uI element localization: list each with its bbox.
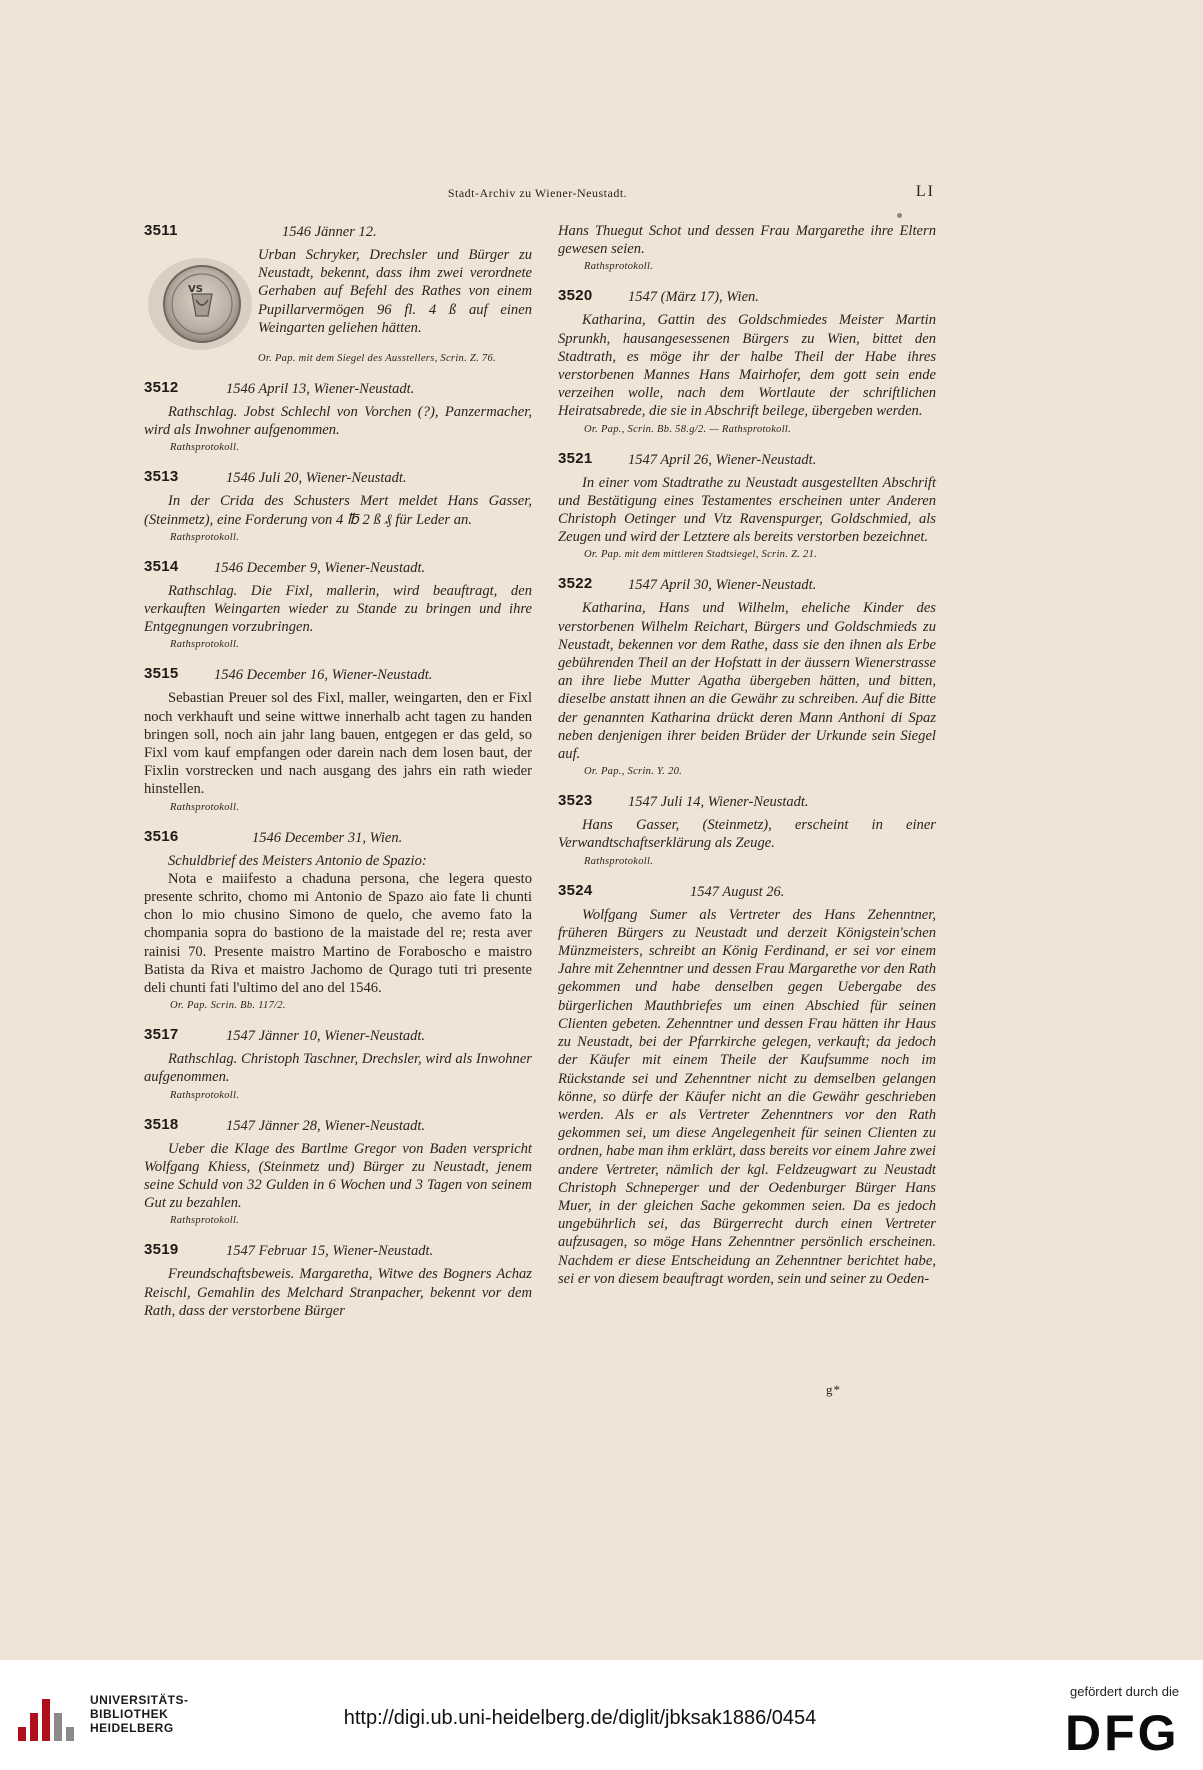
entry-number: 3523 [558, 792, 593, 810]
entry-3523 [558, 792, 936, 868]
entry-number: 3512 [144, 379, 179, 396]
entry-source: Rathsprotokoll. [170, 1089, 240, 1101]
running-title: Stadt-Archiv zu Wiener-Neustadt. [447, 186, 628, 200]
entry-3518 [144, 1116, 532, 1229]
university-line: BIBLIOTHEK [90, 1707, 169, 1721]
entry-number: 3516 [144, 827, 179, 845]
entry-source: Rathsprotokoll. [170, 801, 240, 813]
signature-mark: g* [826, 1382, 841, 1397]
entry-body: Hans Gasser, (Steinmetz), erscheint in einer Verwandtschaftserklärung als Zeuge. [558, 817, 936, 852]
university-name[interactable] [90, 1693, 189, 1735]
entry-source: Rathsprotokoll. [170, 639, 240, 651]
entry-3520 [558, 287, 936, 436]
entry-number: 3521 [558, 449, 593, 467]
entry-header [144, 1026, 532, 1048]
entry-number: 3519 [144, 1241, 179, 1259]
entry-date: 1546 December 31, Wien. [252, 829, 403, 846]
university-logo-icon[interactable] [12, 1687, 82, 1747]
entry-source: Rathsprotokoll. [170, 531, 240, 543]
entry-date: 1547 Jänner 10, Wiener-Neustadt. [226, 1028, 426, 1045]
seal-icon [144, 250, 256, 362]
entry-source: Rathsprotokoll. [170, 442, 240, 454]
entry-header [558, 792, 936, 814]
entry-body: Urban Schryker, Drechsler und Bürger zu Neustadt, bekennt, dass ihm zwei verordnete Gerhaben auf Befehl des Rathes von einem Pupillarvermögen 96 fl. 4 ß auf einen Weingarten geliehen hätten. [258, 247, 532, 336]
entry-date: 1546 Juli 20, Wiener-Neustadt. [226, 470, 407, 487]
entry-3516 [144, 828, 532, 1014]
entry-date: 1547 Juli 14, Wiener-Neustadt. [628, 794, 809, 811]
permalink-url[interactable]: http://digi.ub.uni-heidelberg.de/diglit/jbksak1886/0454 [343, 1707, 817, 1729]
entry-body: In der Crida des Schusters Mert meldet Hans Gasser, (Steinmetz), eine Forderung von 4 ℔ 2 ß ₰ für Leder an. [144, 493, 532, 528]
entry-date: 1546 December 9, Wiener-Neustadt. [214, 559, 426, 576]
entry-date: 1546 April 13, Wiener-Neustadt. [226, 381, 415, 397]
continuation-3519 [558, 222, 936, 274]
entry-date: 1547 April 30, Wiener-Neustadt. [628, 577, 817, 594]
entry-body: Ueber die Klage des Bartlme Gregor von Baden verspricht Wolfgang Khiess, (Steinmetz und) Bürger zu Neustadt, jenem seine Schuld von 32 Gulden in 6 Wochen und 3 Tagen von seinem Gut zu bezahlen. [144, 1140, 532, 1212]
entry-number: 3515 [144, 665, 179, 683]
entry-body: Katharina, Gattin des Goldschmiedes Meister Martin Sprunkh, hausangesessenen Bürgers zu Wien, bittet den Stadtrath, es möge ihr der halbe Theil der Habe ihres verstorbenen Mannes Hans Mairhofer, dem gott sein ende verzeihen wolle, nach dem Wortlaute der schriftlichen Heiratsabrede, die sie in Abschrift beilege, übergeben werden. [558, 312, 936, 420]
entry-body: Rathschlag. Christoph Taschner, Drechsler, wird als Inwohner aufgenommen. [144, 1051, 532, 1086]
entry-header [144, 222, 532, 244]
entry-3517 [144, 1026, 532, 1102]
entry-body: Rathschlag. Die Fixl, mallerin, wird beauftragt, den verkauften Weingarten wieder zu Stande zu bringen und ihre Entgegnungen vorzubringen. [144, 582, 532, 636]
entry-body: Sebastian Preuer sol des Fixl, maller, weingarten, den er Fixl noch verkhauft und seine wittwe innerhalb acht tagen zu handen bringen soll, noch ain jahr lang bauen, entgegen er das geld, so Fixl vom kauf empfangen oder darein nach dem losen baut, der Fixlin vorstrecken und nach ausgang des jahrs ein rath wieder hinstellen. [144, 690, 532, 798]
entry-body: Wolfgang Sumer als Vertreter des Hans Zehenntner, früheren Bürgers zu Neustadt und derzeit Königstein'schen Münzmeisters, schreibt an König Ferdinand, er sei vor einem Jahre mit Zehenntner und dessen Frau Margarethe vor den Rath gekommen und habe denselben gegen Uebergabe des bürgerlichen Mauthbriefes um einen Abschied für seinen Clienten gebeten. Zehenntner und dessen Frau hätten ihr Haus zu Neustadt, bei der Pfarrkirche gelegen, verkauft; da jedoch der Käufer mit einem Theile der Kaufsumme noch im Rückstande sei und Zehenntner nicht zu demselben gelangen könne, so dürfe der Käufer nicht an die Gewähr geschrieben werden. Als er als Vertreter Zehenntners vor den Rath gekommen sei, um diese Angelegenheit für seinen Clienten zu ordnen, habe man ihm erklärt, dass bereits vor einem Jahre zwei andere Vertreter, nämlich der kgl. Feldzeugwart zu Neustadt Christoph Schneperger und der Oedenburger Bürger Hans Muer, in der gleichen Sache gekommen seien. Da es jedoch ungebührlich sei, das Bürgerrecht durch einen Vertreter aufzusagen, so möge Hans Zehenntner persönlich erscheinen. Nachdem er diese Entscheidung an Zehenntner berichtet habe, sei er von diesem beauftragt worden, sein und seiner zu Oeden- [558, 906, 936, 1287]
entry-3511 [144, 222, 532, 366]
entry-3515 [144, 665, 532, 814]
entry-date: 1547 April 26, Wiener-Neustadt. [628, 451, 817, 468]
wax-seal-image [144, 250, 256, 362]
page-number: LI [915, 183, 935, 200]
right-column [558, 222, 936, 1301]
entry-number: 3513 [144, 468, 179, 486]
entry-source: Rathsprotokoll. [170, 1215, 240, 1227]
entry-header [558, 575, 936, 597]
entry-number: 3524 [558, 881, 593, 899]
entry-header [144, 558, 532, 580]
entry-3512 [144, 379, 532, 455]
entry-header [558, 882, 936, 904]
entry-number: 3522 [558, 575, 593, 593]
entry-3522 [558, 575, 936, 779]
entry-number: 3511 [144, 222, 178, 239]
entry-source: Or. Pap., Scrin. Y. 20. [584, 766, 683, 778]
entry-body: Katharina, Hans und Wilhelm, eheliche Kinder des verstorbenen Wilhelm Reichart, Bürgers und Goldschmieds zu Neustadt, bekennen vor dem Rathe, dass sie den ihnen als Erbe gebührenden Theil an der Hofstatt in der äussern Wienerstrasse an ihre liebe Mutter Agatha übergeben hätten, und bitten, dieselbe anstatt ihnen an die Gewähr zu schreiben. Auf die Bitte der genannten Katharina drückt deren Mann Anthoni di Spaz neben denjenigen ihrer beiden Brüder der Urkunde sein Siegel auf. [558, 600, 936, 763]
entry-header [144, 1116, 532, 1138]
entry-date: 1547 (März 17), Wien. [628, 289, 759, 306]
entry-header [558, 287, 936, 309]
funded-by-text: gefördert durch die [1070, 1684, 1180, 1699]
entry-3513 [144, 468, 532, 544]
seal-initials: VS [188, 284, 203, 295]
left-column [144, 222, 532, 1333]
entry-date: 1547 Februar 15, Wiener-Neustadt. [226, 1243, 434, 1260]
entry-header [144, 665, 532, 687]
entry-body: Rathschlag. Jobst Schlechl von Vorchen (?), Panzermacher, wird als Inwohner aufgenommen. [144, 404, 532, 439]
entry-3519 [144, 1241, 532, 1320]
entry-header [558, 450, 936, 472]
running-head [140, 183, 935, 208]
entry-body: Nota e maiifesto a chaduna persona, che legera questo presente schrito, chomo mi Antonio de Spazo aio fate li chunti chon lo mio chusino Simono de quelo, che avemo fato la chompania sopra do bastiono de la maistade del re; resta aver rainisi 70. Presente maistro Martino de Foraboscho e maistro Batista da Riva et maistro Jachomo de Qurago tuti tri presente deli chunti fati l'ultimo del ano del 1546. [144, 870, 532, 997]
entry-number: 3520 [558, 287, 593, 305]
entry-source: Rathsprotokoll. [584, 261, 654, 273]
entry-source: Or. Pap., Scrin. Bb. 58.g/2. — Rathsprotokoll. [584, 423, 792, 435]
entry-3524 [558, 882, 936, 1288]
ink-dot [897, 213, 902, 218]
entry-number: 3517 [144, 1026, 179, 1044]
entry-source: Or. Pap. mit dem Siegel des Ausstellers, Scrin. Z. 76. [258, 353, 496, 364]
entry-body: Freundschaftsbeweis. Margaretha, Witwe des Bogners Achaz Reischl, Gemahlin des Melchard Stranpacher, bekennt vor dem Rath, dass der verstorbene Bürger [144, 1266, 532, 1319]
entry-date: 1547 Jänner 28, Wiener-Neustadt. [226, 1117, 426, 1134]
entry-heading: Schuldbrief des Meisters Antonio de Spazio: [168, 852, 427, 869]
entry-3514 [144, 558, 532, 653]
entry-date: 1547 August 26. [690, 883, 785, 900]
entry-header [144, 379, 532, 401]
continuation-text: Hans Thuegut Schot und dessen Frau Margarethe ihre Eltern gewesen seien. [558, 223, 936, 258]
entry-date: 1546 Jänner 12. [282, 224, 377, 240]
entry-header [144, 828, 532, 850]
entry-header [144, 1241, 532, 1263]
entry-body: In einer vom Stadtrathe zu Neustadt ausgestellten Abschrift und Bestätigung eines Testamentes erscheinen unter Anderen Christoph Oetinger und Vtz Ravenspurger, Goldschmied, als Zeugen und wird der Letztere als bereits verstorben bezeichnet. [558, 474, 936, 546]
university-line: HEIDELBERG [90, 1721, 174, 1735]
entry-3521 [558, 450, 936, 563]
entry-source: Or. Pap. Scrin. Bb. 117/2. [170, 1000, 286, 1012]
university-line: UNIVERSITÄTS- [90, 1693, 189, 1707]
entry-source: Or. Pap. mit dem mittleren Stadtsiegel, Scrin. Z. 21. [584, 549, 818, 561]
entry-header [144, 468, 532, 490]
entry-number: 3518 [144, 1115, 179, 1133]
entry-source: Rathsprotokoll. [584, 855, 654, 867]
entry-date: 1546 December 16, Wiener-Neustadt. [214, 667, 433, 684]
dfg-logo[interactable]: DFG [1065, 1705, 1180, 1761]
entry-number: 3514 [144, 557, 179, 575]
